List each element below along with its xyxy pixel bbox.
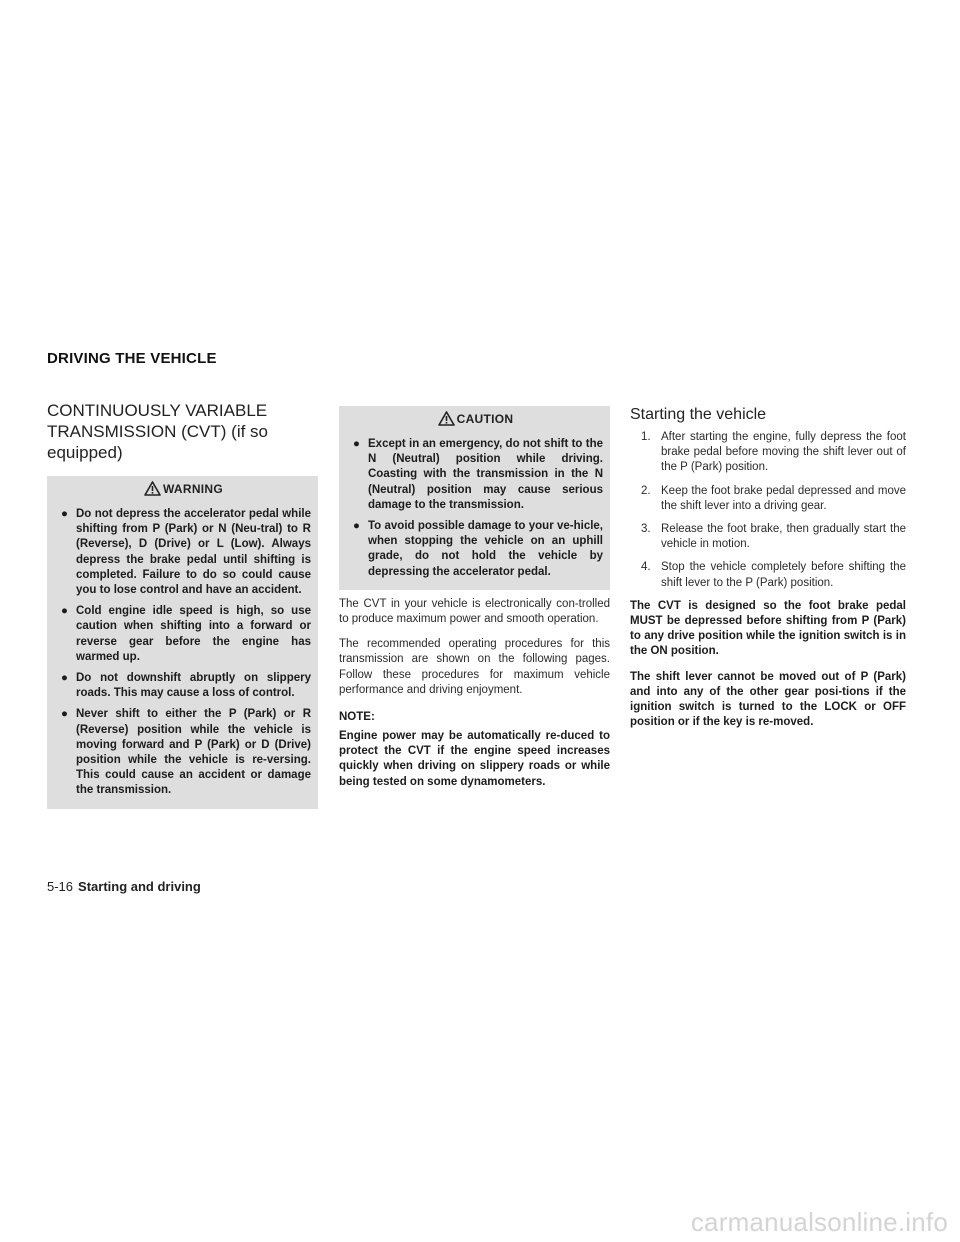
body-paragraph: The recommended operating procedures for this transmission are shown on the following pages. Follow these procedures for maximum vehicle performance and driving enjoyment. [339,638,610,696]
step-text: Keep the foot brake pedal depressed and move the shift lever into a driving gear. [661,484,906,512]
step-number: 4. [641,561,651,574]
note-label: NOTE: [339,711,375,724]
bold-paragraph: The CVT is designed so the foot brake pedal MUST be depressed before shifting from P (Park) to any drive position while the ignition switch is in the ON position. [630,599,906,658]
warning-item [56,671,311,701]
page-footer [47,879,201,894]
column-1 [47,400,318,809]
page-title: CONTINUOUSLY VARIABLE TRANSMISSION (CVT) (if so equipped) [47,401,269,462]
warning-item-text: Cold engine idle speed is high, so use caution when shifting into a forward or reverse gear before the engine has warmed up. [76,605,311,663]
step-number: 1. [641,431,651,443]
watermark: carmanualsonline.info [690,1207,948,1237]
warning-triangle-icon [144,481,161,496]
page-number: 5-16 [47,879,74,894]
warning-item-text: Never shift to either the P (Park) or R (Reverse) position while the vehicle is moving forward and P (Park) or D (Drive) position while the vehicle is re-versing. This could cause an accident or damage the transmission. [76,708,311,797]
warning-item-text: Do not depress the accelerator pedal while shifting from P (Park) or N (Neu-tral) to R (Reverse), D (Drive) or L (Low). Always depress the brake pedal until shifting is completed. Failure to do so could cause you to lose control and have an accident. [76,508,311,597]
caution-item [348,519,603,580]
list-item [630,560,906,590]
caution-item-text: To avoid possible damage to your ve-hicle, when stopping the vehicle on an uphill grade, do not hold the vehicle by depressing the accelerator pedal. [368,520,603,578]
warning-item-text: Do not downshift abruptly on slippery roads. This may cause a loss of control. [76,672,311,700]
note-text: Engine power may be automatically re-duced to protect the CVT if the engine speed increases quickly when driving on slippery roads or while being tested on some dynamometers. [339,730,610,788]
bullet-icon: ● [61,708,68,721]
caution-item [348,437,603,513]
bullet-icon: ● [353,520,360,533]
warning-box [47,476,318,809]
bullet-icon: ● [353,438,360,450]
warning-label: WARNING [162,481,224,496]
warning-triangle-icon [438,411,455,426]
section-header: DRIVING THE VEHICLE [47,350,217,367]
steps-list [630,430,906,591]
bullet-icon: ● [61,672,68,685]
warning-title [56,476,311,501]
caution-box [339,406,610,590]
step-text: Stop the vehicle completely before shifting the shift lever to the P (Park) position. [661,561,906,589]
list-item [630,522,906,552]
chapter-title: Starting and driving [78,879,201,894]
caution-item-text: Except in an emergency, do not shift to the N (Neutral) position while driving. Coasting with the transmission in the N (Neutral) position may cause serious damage to the transmission. [368,438,603,511]
warning-item [56,507,311,598]
step-text: Release the foot brake, then gradually start the vehicle in motion. [661,523,906,551]
step-text: After starting the engine, fully depress the foot brake pedal before moving the shift lever out of the P (Park) position. [661,431,906,474]
bold-paragraph: The shift lever cannot be moved out of P (Park) and into any of the other gear posi-tions if the ignition switch is turned to the LOCK or OFF position or if the key is re-moved. [630,670,906,729]
step-number: 2. [641,484,651,497]
caution-label: CAUTION [456,411,514,426]
warning-item [56,707,311,798]
list-item [630,484,906,514]
step-number: 3. [641,523,651,536]
column-2 [339,406,610,800]
list-item [630,430,906,476]
column-3 [630,400,906,740]
warning-item [56,604,311,665]
body-paragraph: The CVT in your vehicle is electronically con-trolled to produce maximum power and smooth operation. [339,597,610,626]
bullet-icon: ● [61,508,68,520]
subsection-title: Starting the vehicle [630,406,767,423]
bullet-icon: ● [61,605,68,618]
caution-title [348,406,603,431]
